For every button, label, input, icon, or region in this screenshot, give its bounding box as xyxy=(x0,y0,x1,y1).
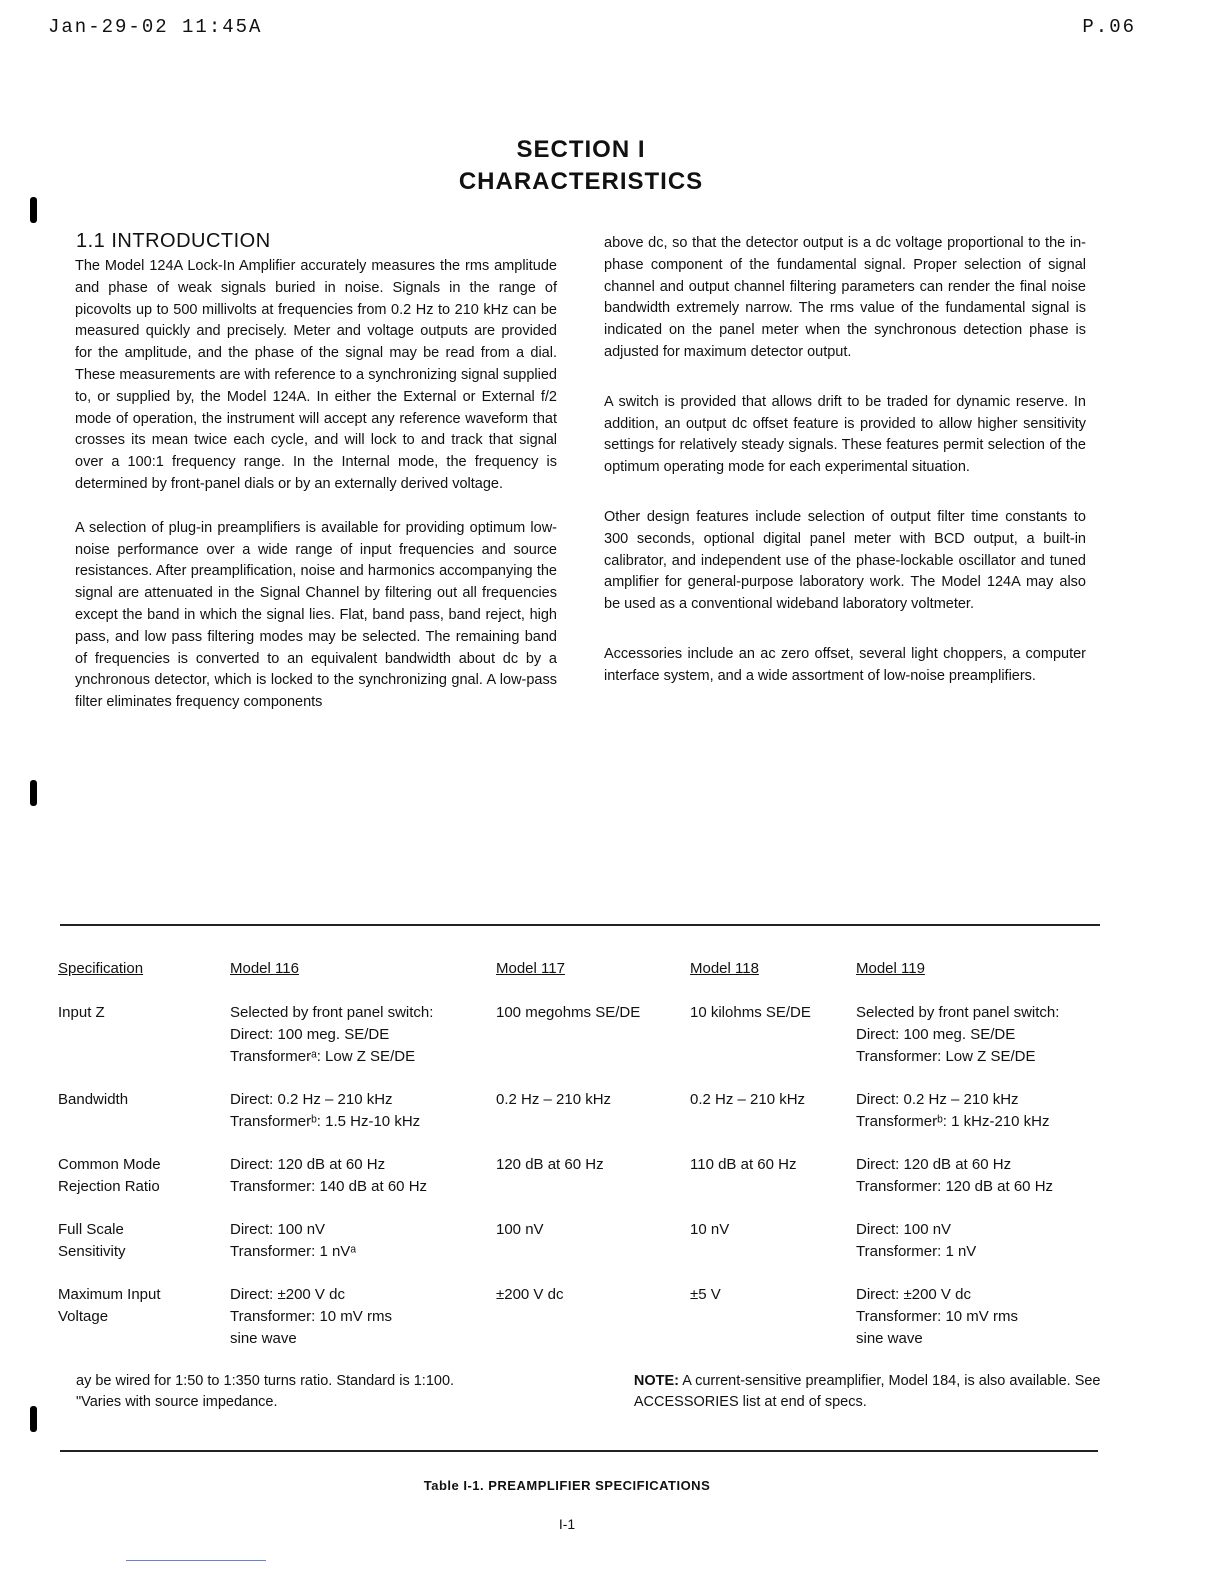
page-number: I-1 xyxy=(558,1516,576,1532)
header-cell: Model 118 xyxy=(690,960,759,977)
header-cell: Specification xyxy=(58,960,144,977)
table-cell: Input Z xyxy=(58,1004,105,1021)
table-caption: Table I-1. PREAMPLIFIER SPECIFICATIONS xyxy=(423,1478,711,1493)
table-cell: 0.2 Hz – 210 kHz xyxy=(496,1091,612,1108)
table-cell: Maximum Input Voltage xyxy=(58,1286,161,1325)
fax-date-time: Jan-29-02 11:45A xyxy=(48,16,263,38)
table-cell: 0.2 Hz – 210 kHz xyxy=(690,1091,806,1108)
table-cell: Full Scale Sensitivity xyxy=(58,1221,126,1260)
table-top-rule xyxy=(60,924,1100,926)
table-bottom-rule xyxy=(60,1450,1098,1452)
table-cell: 110 dB at 60 Hz xyxy=(690,1156,797,1173)
left-column xyxy=(75,256,557,736)
intro-heading: 1.1 INTRODUCTION xyxy=(76,230,271,252)
table-cell: Direct: 120 dB at 60 Hz Transformer: 140 dB at 60 Hz xyxy=(230,1156,428,1195)
scan-artifact-line xyxy=(126,1560,266,1561)
paragraph: Other design features include selection of output filter time constants to 300 seconds, optional digital panel meter with BCD output, a built-in calibrator, and independent use of the phase-lockable oscillator and tuned amplifier for general-purpose laboratory work. The Model 124A may also be used as a conventional wideband laboratory voltmeter. xyxy=(604,508,1086,613)
preamplifier-spec-table xyxy=(58,958,1118,1413)
header-cell: Model 117 xyxy=(496,960,565,977)
paragraph: The Model 124A Lock-In Amplifier accurately measures the rms amplitude and phase of weak signals buried in noise. Signals in the range of picovolts up to 500 millivolts at frequencies from 0.2 Hz to 210 kHz can be measured quickly and precisely. Meter and voltage outputs are provided for the amplitude, and the phase of the signal may be read from a dial. These measurements are with reference to a synchronizing signal supplied to, or supplied by, the Model 124A. In either the External or External f/2 mode of operation, the instrument will accept any reference waveform that crosses its mean twice each cycle, and will lock to and track that signal over a 100:1 frequency range. In the Internal mode, the frequency is determined by front-panel dials or by an externally derived voltage. xyxy=(75,258,557,492)
table-cell: Direct: ±200 V dc Transformer: 10 mV rms sine wave xyxy=(856,1286,1018,1347)
section-title: CHARACTERISTICS xyxy=(458,168,704,195)
table-cell: 100 megohms SE/DE xyxy=(496,1004,641,1021)
header-cell: Model 116 xyxy=(230,960,299,977)
table-cell: Direct: 120 dB at 60 Hz Transformer: 120 dB at 60 Hz xyxy=(856,1156,1054,1195)
table-row xyxy=(58,1284,1118,1350)
table-cell: ±200 V dc xyxy=(496,1286,564,1303)
table-row xyxy=(58,1219,1118,1263)
table-cell: 10 kilohms SE/DE xyxy=(690,1004,811,1021)
table-cell: Direct: ±200 V dc Transformer: 10 mV rms sine wave xyxy=(230,1286,392,1347)
table-cell: Bandwidth xyxy=(58,1091,129,1108)
table-note xyxy=(634,1371,1118,1413)
table-cell: Direct: 0.2 Hz – 210 kHz Transformerᵇ: 1 kHz-210 kHz xyxy=(856,1091,1050,1130)
table-cell: Direct: 100 nV Transformer: 1 nV xyxy=(856,1221,977,1260)
table-footnotes xyxy=(58,1371,1118,1413)
table-cell: 120 dB at 60 Hz xyxy=(496,1156,604,1173)
table-cell: Selected by front panel switch: Direct: 100 meg. SE/DE Transformerᵃ: Low Z SE/DE xyxy=(230,1004,434,1065)
table-cell: 10 nV xyxy=(690,1221,730,1238)
table-cell: Common Mode Rejection Ratio xyxy=(58,1156,161,1195)
header-cell: Model 119 xyxy=(856,960,925,977)
right-column xyxy=(604,233,1086,710)
paragraph: above dc, so that the detector output is a dc voltage proportional to the in-phase component of the fundamental signal. Proper selection of signal channel and output channel filtering parameters can render the final noise bandwidth extremely narrow. The rms value of the fundamental signal is indicated on the panel meter when the synchronous detection phase is adjusted for maximum detector output. xyxy=(604,235,1086,360)
table-row xyxy=(58,1089,1118,1133)
table-row xyxy=(58,1002,1118,1068)
table-row xyxy=(58,1154,1118,1198)
table-cell: Direct: 0.2 Hz – 210 kHz Transformerᵇ: 1.5 Hz-10 kHz xyxy=(230,1091,421,1130)
fax-page-number: P.06 xyxy=(1082,16,1136,38)
paragraph: A selection of plug-in preamplifiers is available for providing optimum low-noise performance over a wide range of input frequencies and source resistances. After preamplification, noise and harmonics accompanying the signal are attenuated in the Signal Channel by filtering out all frequencies except the band in which the signal lies. Flat, band pass, band reject, high pass, and low pass filtering modes may be selected. The remaining band of frequencies is converted to an equivalent bandwidth about dc by a ynchronous detector, which is locked to the synchronizing gnal. A low-pass filter eliminates frequency components xyxy=(75,519,557,711)
note-text: A current-sensitive preamplifier, Model 184, is also available. See ACCESSORIES list at end of specs. xyxy=(633,1373,1101,1410)
binder-mark xyxy=(30,197,37,223)
paragraph: Accessories include an ac zero offset, several light choppers, a computer interface system, and a wide assortment of low-noise preamplifiers. xyxy=(604,645,1086,684)
section-number: SECTION I xyxy=(516,136,646,163)
table-cell: Direct: 100 nV Transformer: 1 nVᵃ xyxy=(230,1221,356,1260)
binder-mark xyxy=(30,1406,37,1432)
table-cell: 100 nV xyxy=(496,1221,544,1238)
table-cell: ±5 V xyxy=(690,1286,721,1303)
table-cell: Selected by front panel switch: Direct: 100 meg. SE/DE Transformer: Low Z SE/DE xyxy=(856,1004,1060,1065)
note-label: NOTE: xyxy=(633,1373,679,1389)
paragraph: A switch is provided that allows drift to be traded for dynamic reserve. In addition, an output dc offset feature is provided to allow higher sensitivity settings for relatively steady signals. These features permit selection of the optimum operating mode for each experimental situation. xyxy=(604,393,1086,476)
footnote-left: ay be wired for 1:50 to 1:350 turns ratio. Standard is 1:100. "Varies with source impedance. xyxy=(76,1373,455,1410)
binder-mark xyxy=(30,780,37,806)
table-header-row xyxy=(58,958,1118,980)
